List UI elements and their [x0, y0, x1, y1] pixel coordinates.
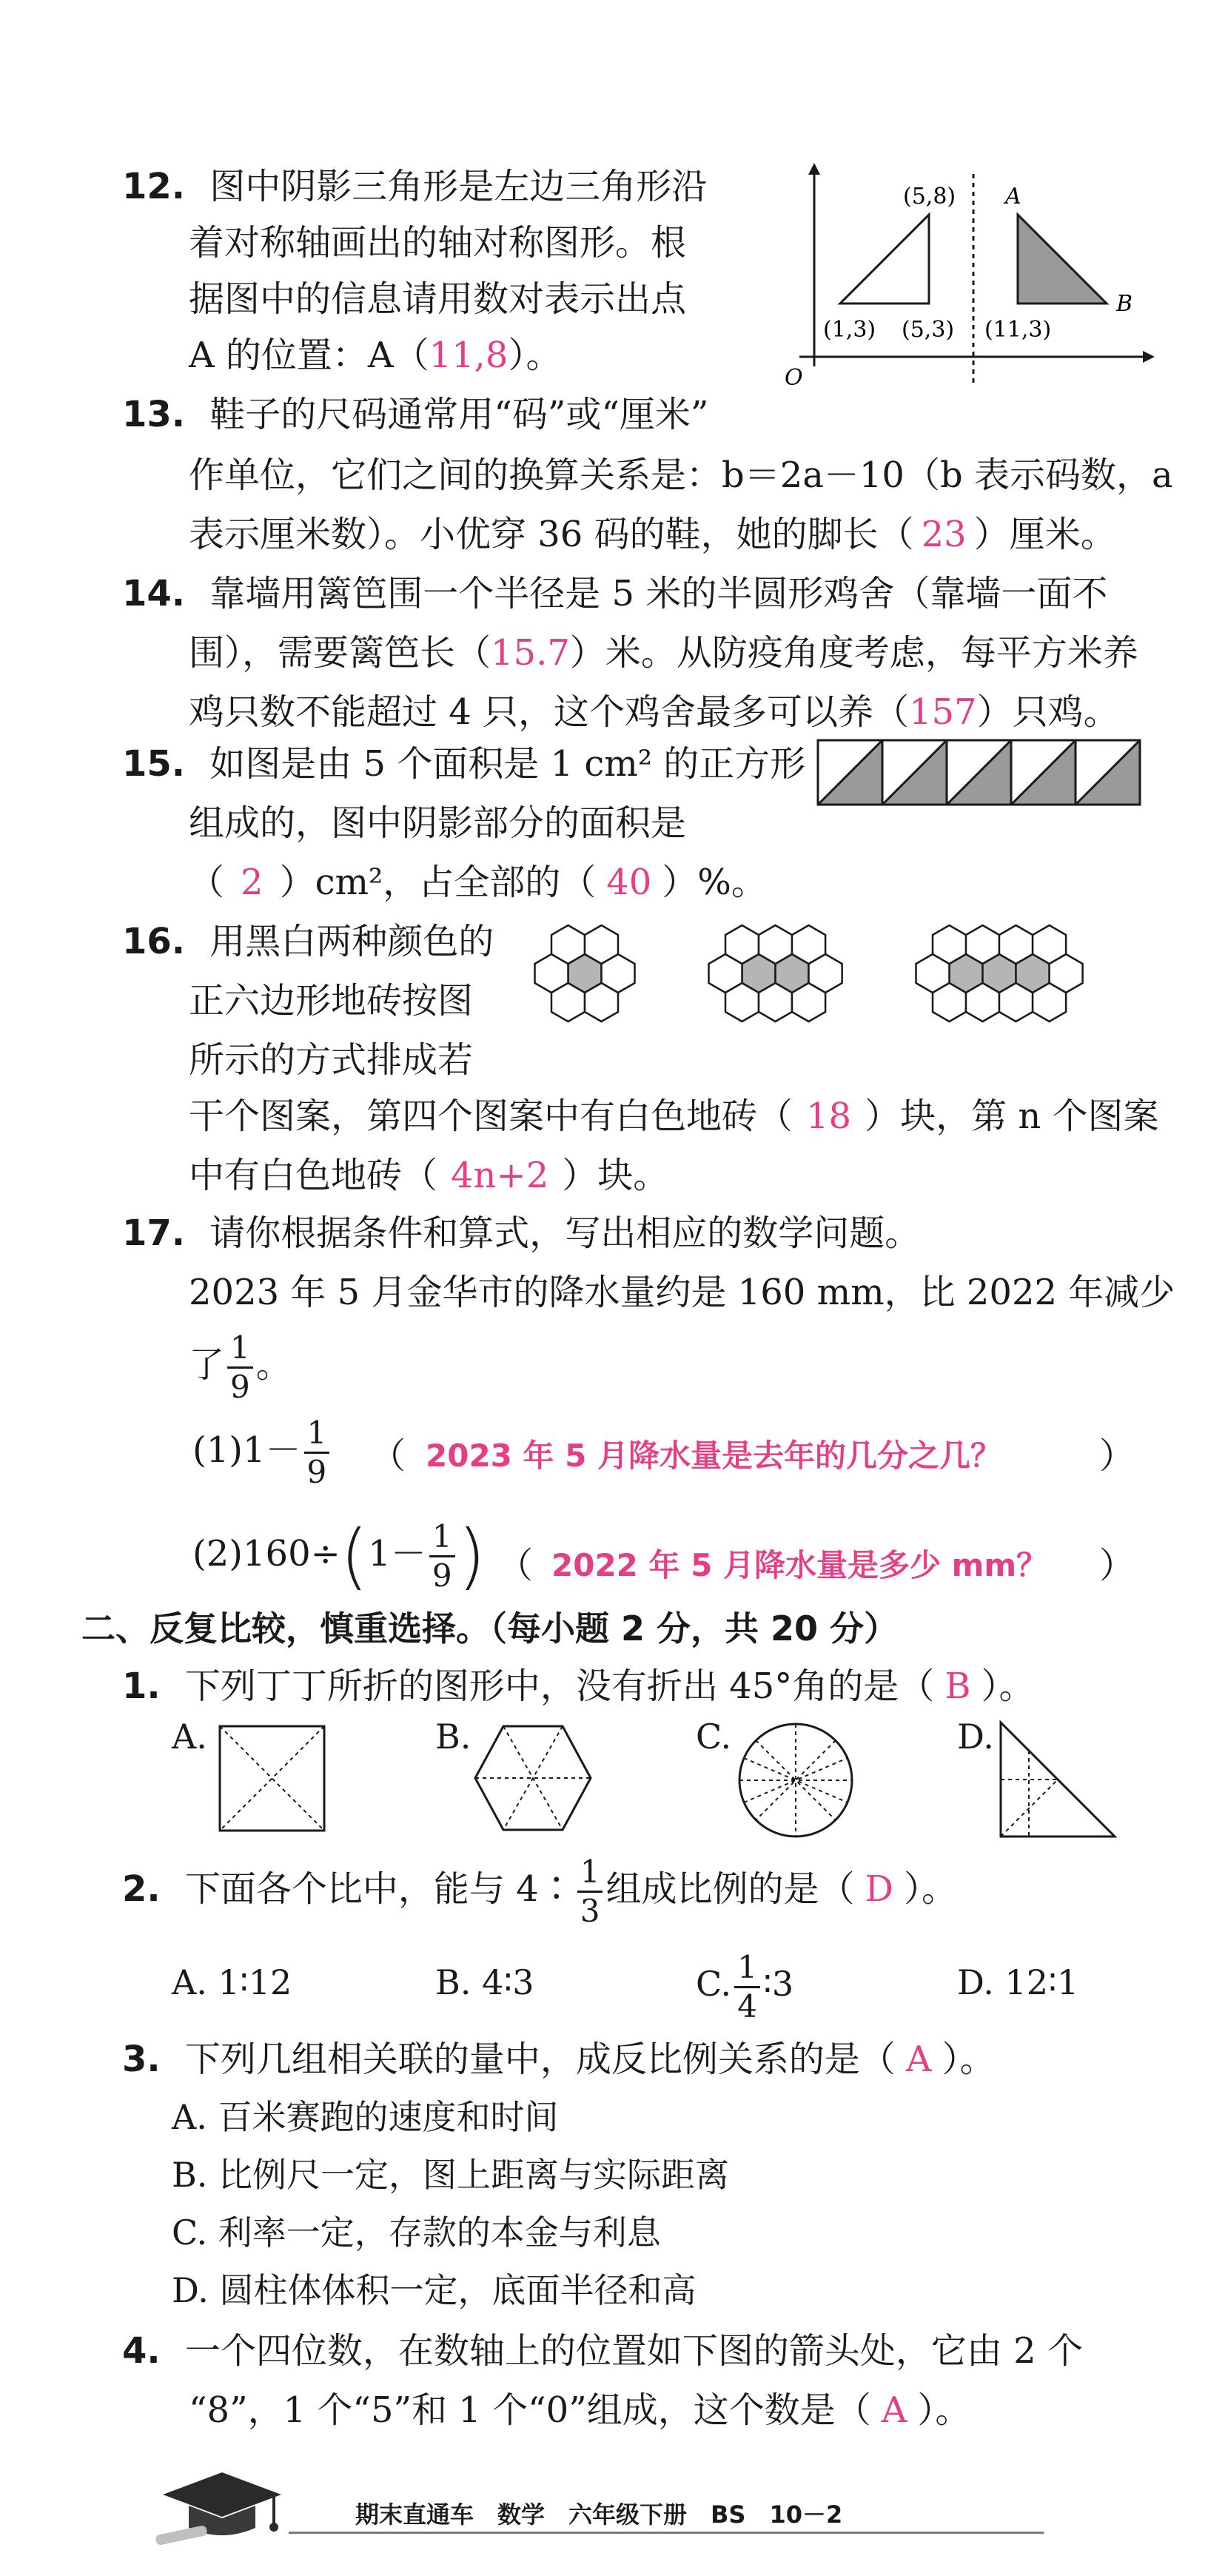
q13-line2: 作单位，它们之间的换算关系是：b＝2a－10（b 表示码数，a	[189, 455, 1173, 496]
c1-opt-B: B.	[435, 1717, 472, 1757]
hex-tile-white	[792, 983, 825, 1022]
c3-number: 3.	[122, 2039, 161, 2080]
q15-l3c: ）%。	[662, 862, 767, 903]
section2-title: 二、反复比较，慎重选择。（每小题 2 分，共 20 分）	[81, 1609, 899, 1648]
q12-tail-post: ）。	[508, 335, 562, 376]
c4-line1: 一个四位数，在数轴上的位置如下图的箭头处，它由 2 个	[184, 2330, 1083, 2372]
hex-tile-white	[999, 925, 1033, 964]
q17-s2-pre: (2)160÷	[192, 1533, 340, 1574]
q14-l3-pre: 鸡只数不能超过 4 只，这个鸡舍最多可以养（	[189, 691, 910, 733]
q17-s2-frac-den: 9	[432, 1557, 452, 1594]
graduation-cap-icon	[155, 2465, 289, 2546]
q12-tail-pre: A 的位置：A（	[189, 335, 429, 376]
q15-line2: 组成的，图中阴影部分的面积是	[189, 802, 687, 844]
c4-l2-post: ）。	[917, 2389, 971, 2431]
q17-s1-frac-num: 1	[304, 1418, 330, 1454]
q16	[122, 919, 494, 964]
c1-text-post: ）。	[981, 1666, 1035, 1707]
c2-optC-frac-num: 1	[734, 1952, 760, 1988]
c4-number: 4.	[122, 2330, 161, 2372]
c2-optC-post: ∶3	[762, 1964, 794, 2004]
q15-answer2: 40	[606, 862, 652, 903]
c2-answer: D	[865, 1868, 893, 1910]
c2-optC-fraction	[734, 1948, 760, 2025]
q17	[122, 1211, 920, 1255]
q17-frac-den: 9	[230, 1369, 250, 1405]
q17-s2-open: （	[497, 1545, 534, 1586]
q17-s2-paren-l: (	[340, 1515, 369, 1598]
q14-answer2: 157	[909, 691, 977, 733]
q17-fraction	[227, 1329, 253, 1405]
q16-l4-pre: 干个图案，第四个图案中有白色地砖（	[189, 1096, 793, 1137]
c3-pre: 下列几组相关联的量中，成反比例关系的是（	[184, 2039, 896, 2080]
q13-line1: 鞋子的尺码通常用“码”或“厘米”	[209, 394, 709, 435]
q14-number: 14.	[122, 573, 186, 614]
q17-number: 17.	[122, 1212, 186, 1254]
q16-line3: 所示的方式排成若	[189, 1039, 474, 1081]
c2-optC-frac-den: 4	[737, 1988, 757, 2025]
c3-post: ）。	[942, 2039, 996, 2080]
hex-tile-white	[725, 983, 759, 1022]
q12-line4	[189, 333, 561, 378]
q14-l2-pre: 围），需要篱笆长（	[189, 632, 491, 674]
hex-tile-white	[1033, 925, 1066, 964]
q12-figure	[770, 163, 1155, 400]
q13-number: 13.	[122, 394, 186, 435]
q16-answer2: 4n+2	[451, 1155, 549, 1196]
q15-figure	[818, 740, 1140, 807]
c1-figure-circle	[736, 1721, 855, 1839]
q14-l2-post: ）米。从防疫角度考虑，每平方米养	[569, 632, 1138, 674]
hex-tile-white	[966, 925, 999, 964]
q15	[122, 742, 805, 786]
c3-opt-B: B. 比例尺一定，图上距离与实际距离	[172, 2155, 730, 2195]
q16-l5-pre: 中有白色地砖（	[189, 1155, 438, 1196]
hex-tile-white	[759, 925, 792, 964]
q17-s2-answer: 2022 年 5 月降水量是多少 mm？	[551, 1547, 1048, 1583]
c2-number: 2.	[122, 1868, 161, 1910]
q12-line1: 图中阴影三角形是左边三角形沿	[209, 166, 708, 207]
c1-figure-hexagon	[474, 1725, 592, 1832]
q17-s2-one: 1－	[368, 1533, 426, 1574]
q15-line3	[189, 860, 767, 905]
q16-l5-post: ）块。	[562, 1155, 669, 1196]
q12-answer: 11,8	[429, 335, 509, 376]
c4-answer: A	[881, 2389, 907, 2431]
c1-figure-triangle	[999, 1721, 1118, 1839]
q12-line2: 着对称轴画出的轴对称图形。根	[189, 222, 687, 264]
q12-label-O: O	[785, 365, 803, 391]
c1-figure-square	[218, 1725, 326, 1832]
c1-number: 1.	[122, 1666, 161, 1707]
q16-answer1: 18	[806, 1096, 852, 1137]
q14-line2	[189, 631, 1138, 675]
q13-l3-post: ）厘米。	[973, 514, 1116, 555]
hex-tile-white	[585, 925, 618, 964]
c3-opt-A: A. 百米赛跑的速度和时间	[172, 2097, 559, 2137]
q16-line4	[189, 1094, 1159, 1138]
c2-fraction	[577, 1856, 603, 1927]
q16-number: 16.	[122, 921, 186, 962]
c2-opt-B: B. 4∶3	[435, 1962, 534, 2002]
hex-tile-white	[759, 983, 792, 1022]
q15-l3a: （	[189, 862, 225, 903]
q17-l3-post: 。	[255, 1344, 292, 1386]
c2	[122, 1856, 957, 1938]
q17-s1-frac-den: 9	[306, 1454, 327, 1490]
q16-line5	[189, 1153, 668, 1198]
c2-pre: 下面各个比中，能与 4∶	[184, 1868, 574, 1910]
hex-tile-white	[933, 983, 966, 1022]
q17-sub2	[192, 1515, 486, 1610]
q14-line1: 靠墙用篱笆围一个半径是 5 米的半圆形鸡舍（靠墙一面不	[209, 573, 1108, 614]
q13	[122, 392, 708, 437]
q16-line1: 用黑白两种颜色的	[209, 921, 494, 962]
q13-l3-pre: 表示厘米数）。小优穿 36 码的鞋，她的脚长（	[189, 514, 914, 555]
c4-l2-pre: “8”，1 个“5”和 1 个“0”组成，这个数是（	[189, 2389, 871, 2431]
q15-number: 15.	[122, 743, 186, 785]
q14-line3	[189, 690, 1119, 734]
q17-line1: 请你根据条件和算式，写出相应的数学问题。	[209, 1212, 921, 1254]
hex-tile-white	[933, 925, 966, 964]
c2-opt-D: D. 12∶1	[957, 1962, 1079, 2002]
footer-rule	[289, 2532, 1044, 2534]
hex-tile-white	[1033, 983, 1066, 1022]
q12-line3: 据图中的信息请用数对表示出点	[189, 278, 687, 320]
q12-label-13: (1,3)	[823, 317, 876, 343]
q17-sub1	[192, 1415, 332, 1499]
c3-opt-C: C. 利率一定，存款的本金与利息	[172, 2213, 661, 2253]
q12-label-B: B	[1116, 291, 1133, 317]
q12-number: 12.	[122, 166, 186, 207]
q15-answer1: 2	[241, 862, 264, 903]
c2-post-pre: 组成比例的是（	[605, 1868, 855, 1910]
c4	[122, 2329, 1083, 2373]
c2-frac-den: 3	[580, 1893, 600, 1929]
q17-s1-answer: 2023 年 5 月降水量是去年的几分之几？	[426, 1438, 1001, 1474]
q17-s1-close: ）	[1099, 1435, 1135, 1477]
c1-opt-D: D.	[957, 1717, 994, 1757]
c1-text-pre: 下列丁丁所折的图形中，没有折出 45°角的是（	[184, 1666, 935, 1707]
q17-line3	[189, 1329, 292, 1414]
q17-s2-close: ）	[1099, 1545, 1135, 1586]
q16-l4-post: ）块，第 n 个图案	[865, 1096, 1159, 1137]
c1-opt-C: C.	[696, 1717, 732, 1757]
hex-tile-white	[585, 983, 618, 1022]
q12-label-113: (11,3)	[984, 317, 1052, 343]
q15-line1: 如图是由 5 个面积是 1 cm² 的正方形	[209, 743, 806, 785]
q12-label-58: (5,8)	[903, 184, 956, 209]
c2-post: ）。	[903, 1868, 957, 1910]
hex-tile-white	[792, 925, 825, 964]
c3	[122, 2037, 996, 2082]
q12	[122, 164, 707, 209]
q17-s1-open: （	[370, 1435, 406, 1477]
q17-l3: 了	[189, 1344, 225, 1386]
c3-answer: A	[905, 2039, 932, 2080]
c2-frac-num: 1	[577, 1856, 603, 1893]
q17-line2: 2023 年 5 月金华市的降水量约是 160 mm，比 2022 年减少	[189, 1272, 1175, 1313]
q17-frac-num: 1	[227, 1332, 253, 1369]
footer-text: 期末直通车 数学 六年级下册 BS 10－2	[355, 2500, 843, 2529]
hex-tile-white	[551, 925, 585, 964]
q17-s1-pre: (1)1－	[192, 1429, 301, 1471]
c2-opt-C	[696, 1943, 793, 2025]
c4-line2	[189, 2388, 970, 2432]
hex-tile-white	[725, 925, 759, 964]
c1	[122, 1664, 1035, 1708]
hex-tile-white	[999, 983, 1033, 1022]
q15-l3b: ）cm²，占全部的（	[279, 862, 597, 903]
q17-s2-paren-r: )	[457, 1515, 486, 1598]
q14-answer1: 15.7	[491, 632, 570, 674]
q16-hexagon-figure	[529, 910, 1158, 1036]
q17-s1-fraction	[304, 1415, 330, 1490]
q17-s2-fraction	[429, 1518, 455, 1594]
hex-tile-white	[551, 983, 585, 1022]
c2-opt-A: A. 1∶12	[172, 1962, 292, 2002]
q14	[122, 571, 1107, 616]
q13-line3	[189, 512, 1116, 557]
c2-optC-pre: C.	[696, 1964, 732, 2004]
c3-opt-D: D. 圆柱体体积一定，底面半径和高	[172, 2270, 697, 2310]
q14-l3-post: ）只鸡。	[976, 691, 1119, 733]
c1-opt-A: A.	[172, 1717, 207, 1757]
q17-s2-frac-num: 1	[429, 1521, 455, 1557]
c1-answer: B	[944, 1666, 971, 1707]
q12-label-A: A	[1005, 184, 1021, 209]
q16-line2: 正六边形地砖按图	[189, 980, 474, 1022]
q13-answer: 23	[921, 514, 967, 555]
q12-label-53: (5,3)	[902, 317, 955, 343]
hex-tile-white	[966, 983, 999, 1022]
